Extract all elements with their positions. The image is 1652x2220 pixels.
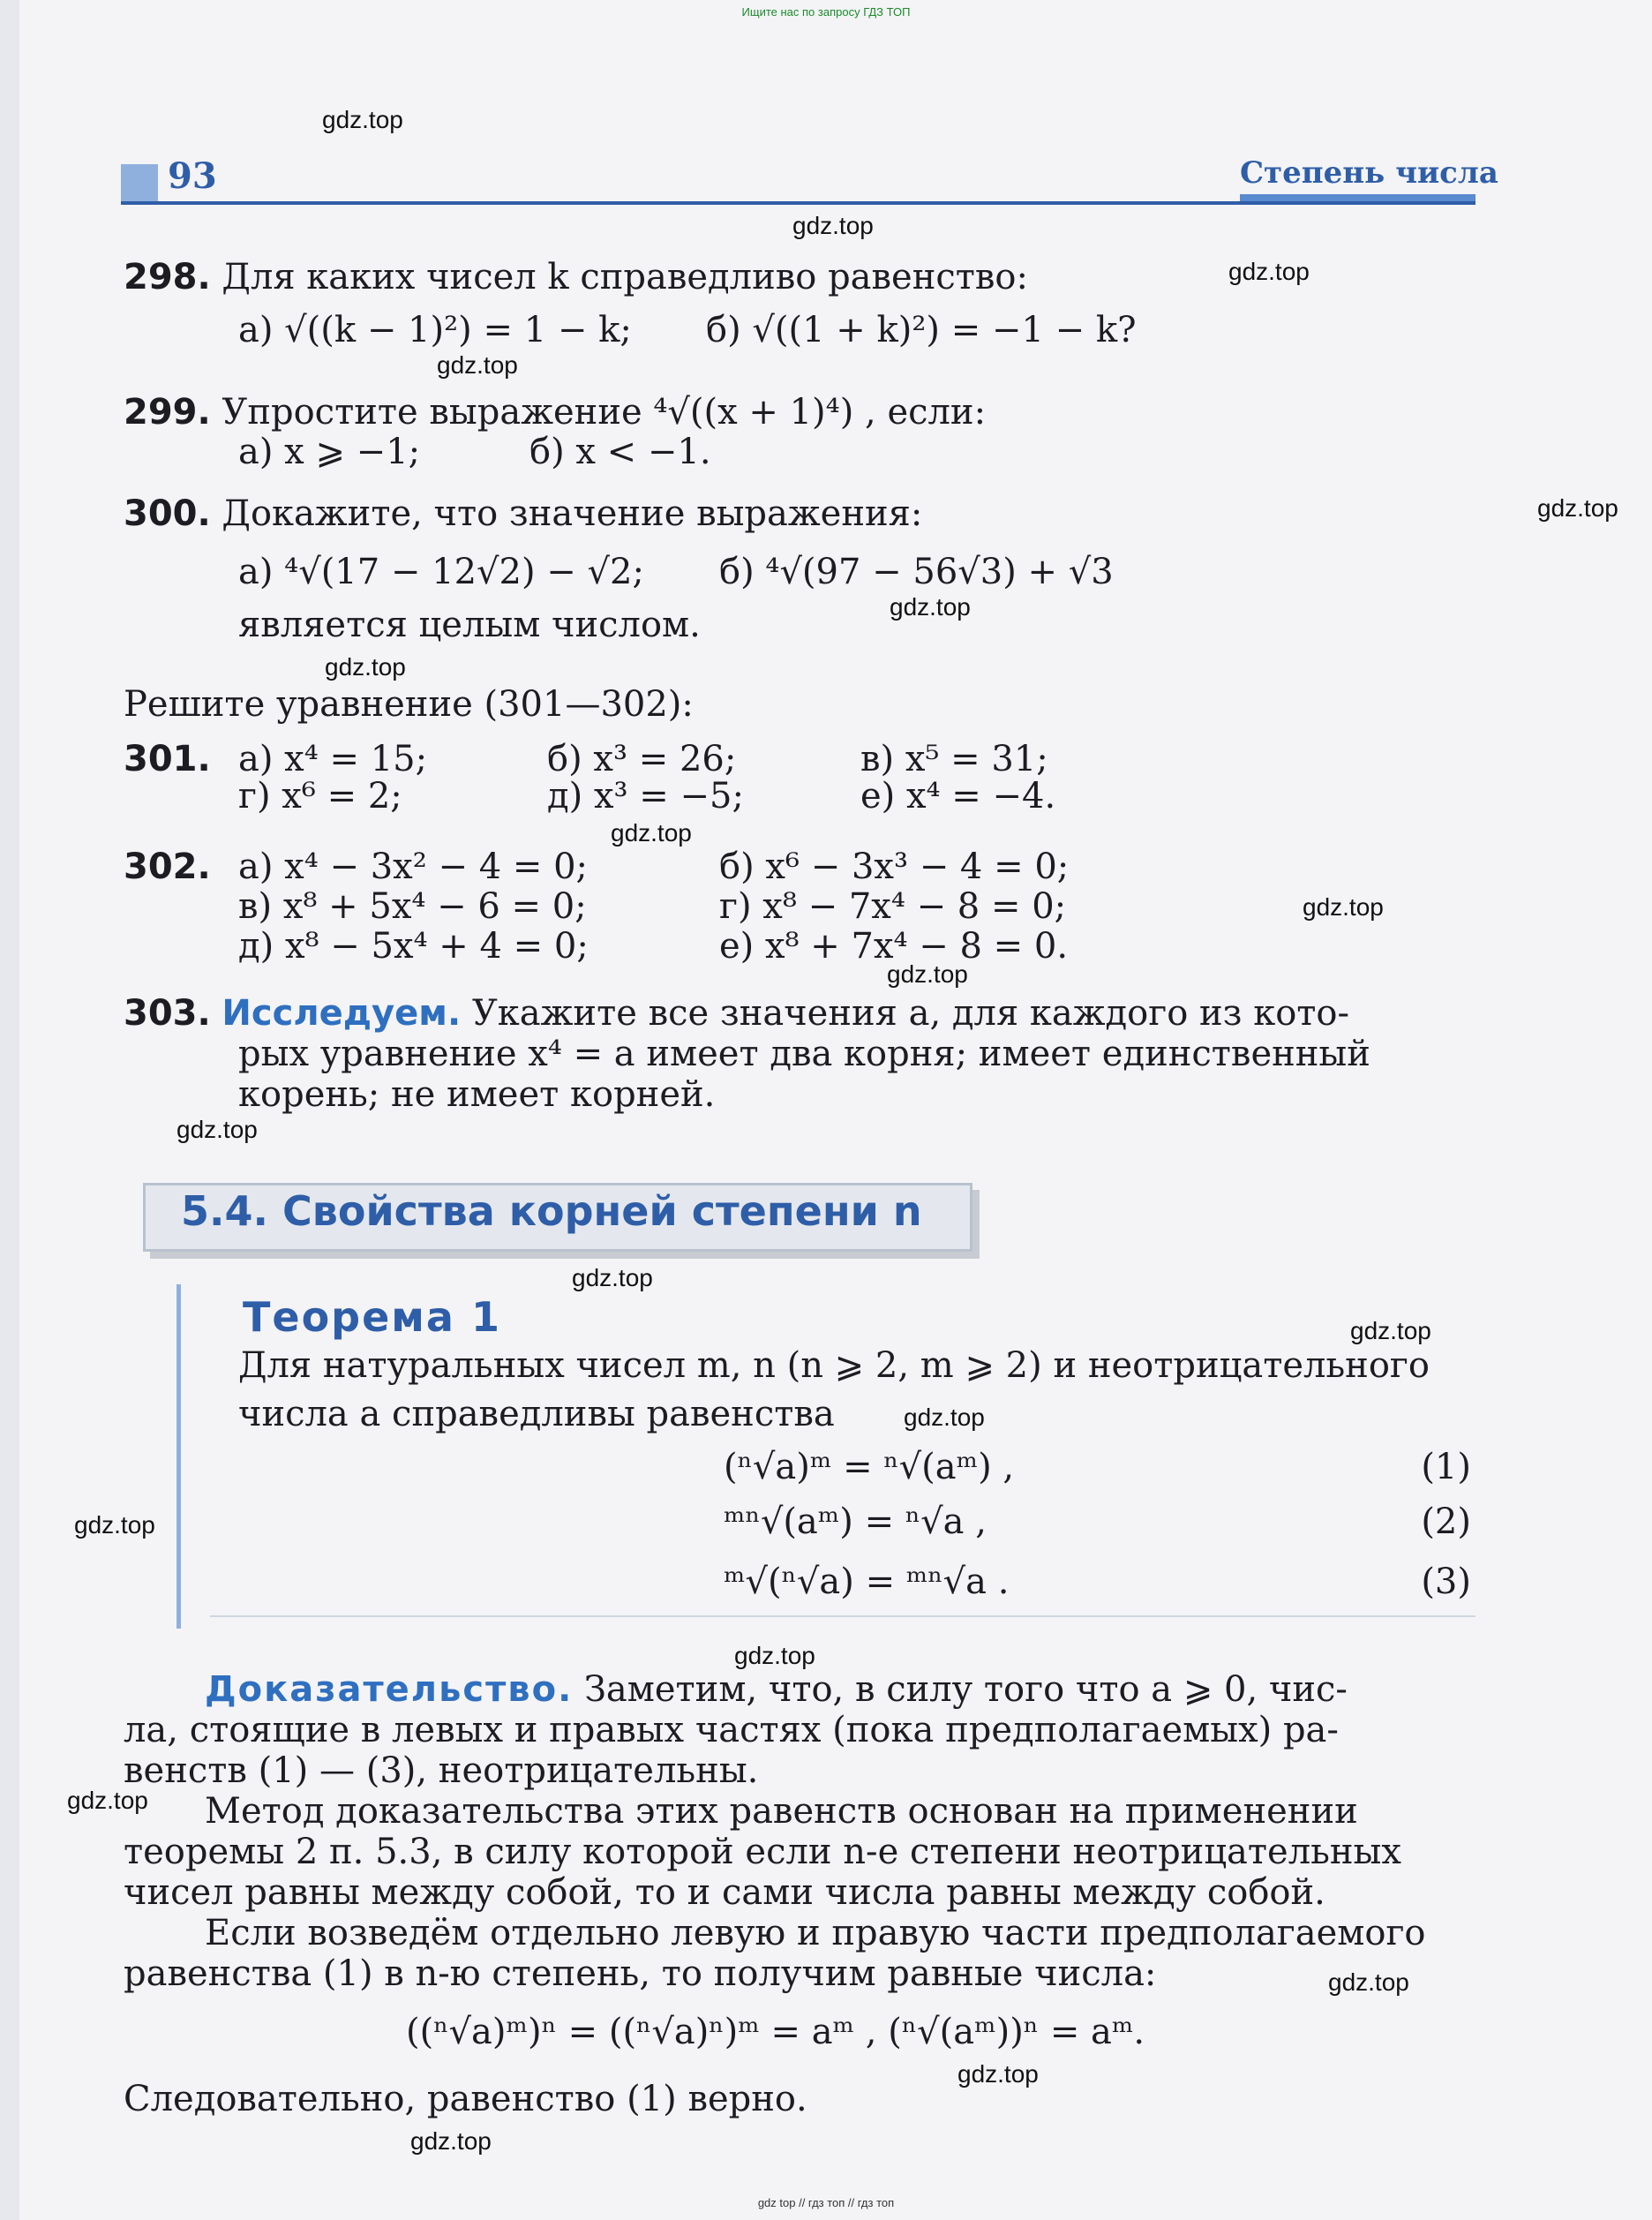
watermark: gdz.top <box>572 1264 653 1291</box>
problem-number: 298. <box>124 257 211 297</box>
watermark: gdz.top <box>734 1642 815 1669</box>
watermark: gdz.top <box>67 1787 148 1814</box>
theorem-bottom-rule <box>210 1615 1476 1617</box>
problem-text: Упростите выражение ⁴√((x + 1)⁴) , если: <box>222 392 987 433</box>
problem-302-e: д) x⁸ − 5x⁴ + 4 = 0; <box>238 926 589 967</box>
problem-300-a: а) ⁴√(17 − 12√2) − √2; <box>238 552 644 592</box>
theorem-eq-2: ᵐⁿ√(aᵐ) = ⁿ√a , <box>724 1501 987 1542</box>
problem-300 <box>124 494 922 533</box>
problem-300-b: б) ⁴√(97 − 56√3) + √3 <box>719 552 1114 592</box>
watermark: gdz.top <box>792 212 874 239</box>
problem-301-number <box>124 740 211 779</box>
problem-301-f: е) x⁴ = −4. <box>860 776 1056 817</box>
watermark: gdz.top <box>1350 1317 1431 1344</box>
watermark: gdz.top <box>74 1511 155 1539</box>
problem-301-b: б) x³ = 26; <box>547 739 737 779</box>
theorem-eq-1: (ⁿ√a)ᵐ = ⁿ√(aᵐ) , <box>724 1447 1015 1487</box>
problem-303-line3: корень; не имеет корней. <box>238 1074 716 1115</box>
problem-299-a: а) x ⩾ −1; <box>238 432 421 472</box>
watermark: gdz.top <box>1228 258 1310 285</box>
watermark: gdz.top <box>322 106 403 133</box>
equation-tag-1: (1) <box>1421 1447 1471 1487</box>
theorem-heading: Теорема 1 <box>243 1293 501 1341</box>
problem-302-number <box>124 847 211 886</box>
problem-303 <box>124 994 1349 1033</box>
problem-text: Укажите все значения a, для каждого из кото- <box>471 993 1349 1034</box>
page-margin <box>0 0 19 2220</box>
problem-number: 303. <box>124 993 211 1034</box>
problem-302-c: в) x⁸ + 5x⁴ − 6 = 0; <box>238 886 587 927</box>
solve-intro: Решите уравнение (301—302): <box>124 684 694 725</box>
watermark: gdz.top <box>890 593 971 621</box>
problem-301-e: д) x³ = −5; <box>547 776 744 817</box>
watermark: gdz.top <box>1328 1968 1409 1996</box>
problem-299-b: б) x < −1. <box>529 432 711 472</box>
problem-301-d: г) x⁶ = 2; <box>238 776 402 817</box>
problem-302-d: г) x⁸ − 7x⁴ − 8 = 0; <box>719 886 1067 927</box>
theorem-side-rule <box>176 1284 210 1629</box>
watermark: gdz.top <box>437 351 518 379</box>
header-accent <box>121 164 158 203</box>
problem-number: 299. <box>124 392 211 433</box>
watermark: gdz.top <box>1303 893 1384 921</box>
problem-298-a: а) √((k − 1)²) = 1 − k; <box>238 310 632 350</box>
problem-302-b: б) x⁶ − 3x³ − 4 = 0; <box>719 847 1070 887</box>
proof-lead: Доказательство. <box>205 1669 574 1710</box>
problem-lead: Исследуем. <box>222 993 462 1034</box>
section-title: 5.4. Свойства корней степени n <box>181 1187 922 1235</box>
watermark: gdz.top <box>176 1116 258 1143</box>
equation-tag-3: (3) <box>1421 1562 1471 1602</box>
top-note: Ищите нас по запросу ГДЗ ТОП <box>741 5 911 19</box>
proof-paragraph-3-line-1: Если возведём отдельно левую и правую части предполагаемого <box>205 1913 1426 1953</box>
problem-301-c: в) x⁵ = 31; <box>860 739 1048 779</box>
watermark: gdz.top <box>611 819 692 847</box>
problem-298 <box>124 258 1028 297</box>
theorem-line-2: числа a справедливы равенства <box>238 1394 835 1434</box>
proof-paragraph-2-line-2: теоремы 2 п. 5.3, в силу которой если n-е степени неотрицательных <box>124 1832 1401 1872</box>
problem-text: Докажите, что значение выражения: <box>222 493 923 534</box>
watermark: gdz.top <box>1537 494 1618 522</box>
watermark: gdz.top <box>325 653 406 681</box>
problem-number: 300. <box>124 493 211 534</box>
proof-paragraph-2-line-3: чисел равны между собой, то и сами числа равны между собой. <box>124 1872 1325 1913</box>
problem-number: 301. <box>124 739 211 779</box>
header-rule <box>121 201 1476 205</box>
problem-text: Для каких чисел k справедливо равенство: <box>222 257 1028 297</box>
running-title: Степень числа <box>1240 155 1498 191</box>
proof-paragraph-1-line-2: ла, стоящие в левых и правых частях (пока предполагаемых) ра- <box>124 1710 1339 1750</box>
problem-302-a: а) x⁴ − 3x² − 4 = 0; <box>238 847 589 887</box>
problem-303-line2: рых уравнение x⁴ = a имеет два корня; имеет единственный <box>238 1034 1370 1074</box>
proof-conclusion: Следовательно, равенство (1) верно. <box>124 2079 807 2119</box>
watermark: gdz.top <box>887 960 968 988</box>
proof-paragraph-1-line-3: венств (1) — (3), неотрицательны. <box>124 1750 759 1791</box>
theorem-line-1: Для натуральных чисел m, n (n ⩾ 2, m ⩾ 2) и неотрицательного <box>238 1345 1430 1386</box>
proof-text: Заметим, что, в силу того что a ⩾ 0, чис- <box>583 1669 1348 1710</box>
proof-paragraph-3-line-2: равенства (1) в n-ю степень, то получим равные числа: <box>124 1953 1157 1994</box>
problem-300-tail: является целым числом. <box>238 605 701 645</box>
problem-299 <box>124 393 986 432</box>
page-number: 93 <box>168 155 217 197</box>
proof-paragraph-2-line-1: Метод доказательства этих равенств основан на применении <box>205 1791 1358 1832</box>
problem-298-b: б) √((1 + k)²) = −1 − k? <box>706 310 1137 350</box>
proof-paragraph-1-line-1 <box>205 1670 1348 1709</box>
watermark: gdz.top <box>904 1403 985 1431</box>
bottom-note: gdz top // гдз топ // гдз топ <box>757 2196 895 2209</box>
problem-302-f: е) x⁸ + 7x⁴ − 8 = 0. <box>719 926 1069 967</box>
proof-formula: ((ⁿ√a)ᵐ)ⁿ = ((ⁿ√a)ⁿ)ᵐ = aᵐ , (ⁿ√(aᵐ))ⁿ = aᵐ. <box>406 2012 1145 2052</box>
theorem-eq-3: ᵐ√(ⁿ√a) = ᵐⁿ√a . <box>724 1562 1010 1602</box>
watermark: gdz.top <box>957 2060 1039 2088</box>
problem-number: 302. <box>124 847 211 887</box>
watermark: gdz.top <box>410 2127 492 2155</box>
problem-301-a: а) x⁴ = 15; <box>238 739 428 779</box>
equation-tag-2: (2) <box>1421 1501 1471 1542</box>
